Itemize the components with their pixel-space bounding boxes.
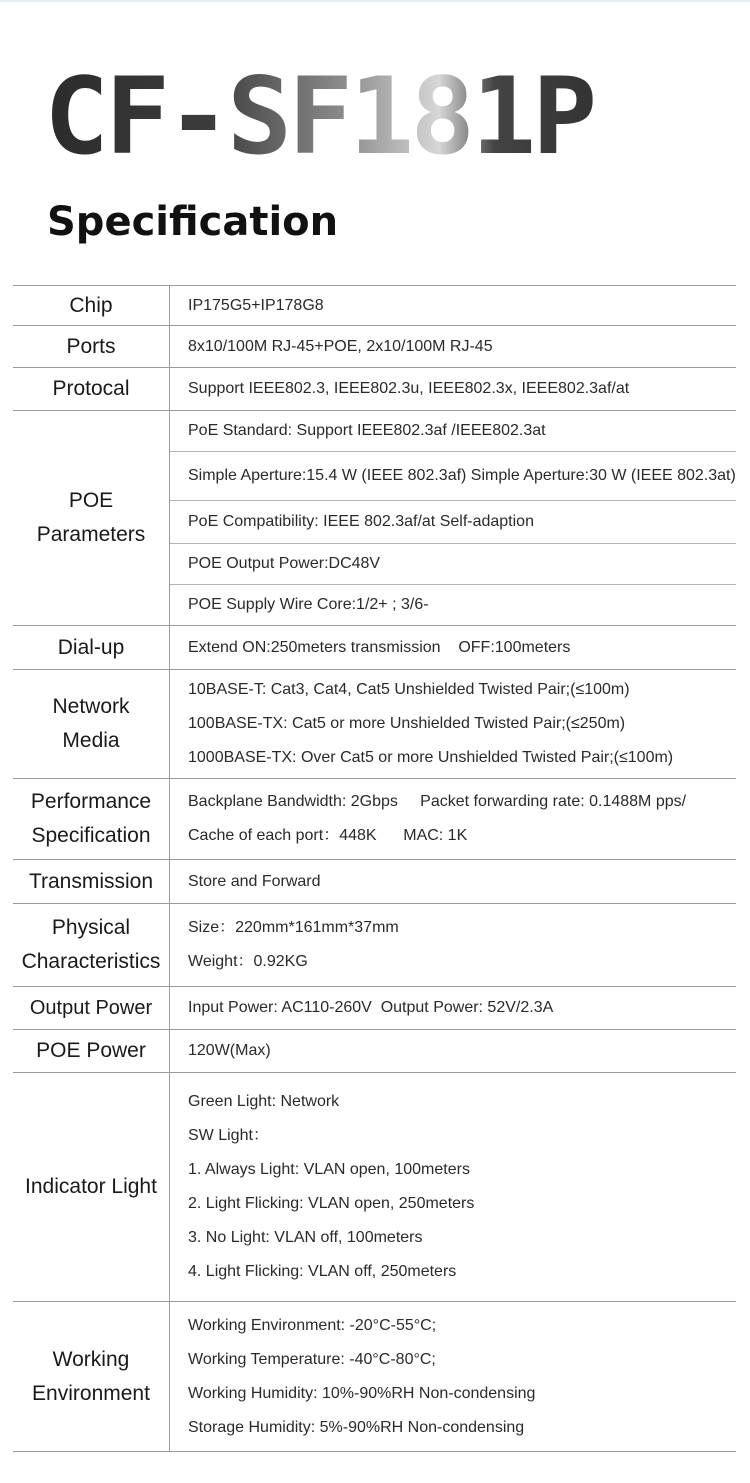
section-title: Specification (47, 199, 339, 245)
spec-label: Transmission (13, 860, 170, 904)
spec-value: PoE Standard: Support IEEE802.3af /IEEE802.3at (188, 422, 546, 439)
spec-value: POE Supply Wire Core:1/2+ ; 3/6- (170, 584, 736, 625)
spec-value: Cache of each port：448K MAC: 1K (188, 827, 468, 844)
spec-row-transmission (13, 860, 736, 904)
spec-values (170, 987, 737, 1030)
spec-row-indicator-light (13, 1073, 736, 1302)
spec-values (170, 411, 737, 626)
spec-value: PoE Compatibility: IEEE 802.3af/at Self-adaption (170, 500, 736, 543)
spec-row-dial-up (13, 626, 736, 670)
spec-value: 1. Always Light: VLAN open, 100meters (188, 1161, 470, 1178)
spec-value: Backplane Bandwidth: 2Gbps Packet forwarding rate: 0.1488M pps/ (188, 793, 687, 810)
spec-values (170, 1030, 737, 1073)
spec-values (170, 904, 737, 987)
spec-value: Size：220mm*161mm*37mm (188, 919, 399, 936)
top-divider (0, 0, 750, 2)
spec-value: 10BASE-T: Cat3, Cat4, Cat5 Unshielded Twisted Pair;(≤100m) (188, 681, 630, 698)
spec-value: Extend ON:250meters transmission OFF:100meters (188, 638, 571, 656)
spec-row-output-power (13, 987, 736, 1030)
spec-label: Indicator Light (13, 1073, 170, 1302)
spec-values (170, 779, 737, 860)
spec-values (170, 368, 737, 411)
spec-label: Physical Characteristics (13, 904, 170, 987)
spec-label: POE Parameters (13, 411, 170, 626)
spec-value: Working Temperature: -40°C-80°C; (188, 1350, 436, 1368)
spec-label: Output Power (13, 987, 170, 1030)
spec-label: Ports (13, 326, 170, 368)
spec-value: Support IEEE802.3, IEEE802.3u, IEEE802.3x, IEEE802.3af/at (188, 380, 630, 397)
spec-value: SW Light： (188, 1127, 269, 1144)
spec-value: Working Environment: -20°C-55°C; (188, 1316, 437, 1334)
spec-value: Storage Humidity: 5%-90%RH Non-condensing (188, 1418, 525, 1436)
spec-row-ports (13, 326, 736, 368)
spec-label: Working Environment (13, 1302, 170, 1452)
spec-row-chip (13, 286, 736, 326)
spec-value: Store and Forward (188, 872, 321, 890)
spec-values (170, 1302, 737, 1452)
spec-label: Performance Specification (13, 779, 170, 860)
spec-row-network-media (13, 670, 736, 779)
spec-value: POE Output Power:DC48V (170, 543, 736, 584)
spec-row-performance (13, 779, 736, 860)
spec-label: Network Media (13, 670, 170, 779)
spec-values (170, 670, 737, 779)
spec-values (170, 860, 737, 904)
spec-values (170, 326, 737, 368)
model-title: CF-SF181P (44, 55, 594, 178)
spec-row-working-environment (13, 1302, 736, 1452)
spec-value: 100BASE-TX: Cat5 or more Unshielded Twisted Pair;(≤250m) (188, 715, 626, 732)
spec-row-poe-parameters (13, 411, 736, 626)
spec-values (170, 286, 737, 326)
spec-values (170, 626, 737, 670)
spec-value: 4. Light Flicking: VLAN off, 250meters (188, 1263, 457, 1280)
spec-table (13, 285, 736, 1452)
spec-value: Green Light: Network (188, 1093, 340, 1110)
spec-value: 1000BASE-TX: Over Cat5 or more Unshielded Twisted Pair;(≤100m) (188, 749, 674, 766)
spec-value: 8x10/100M RJ-45+POE, 2x10/100M RJ-45 (188, 337, 493, 355)
spec-value: 2. Light Flicking: VLAN open, 250meters (188, 1195, 475, 1212)
spec-label: Protocal (13, 368, 170, 411)
spec-row-physical (13, 904, 736, 987)
spec-label: Chip (13, 286, 170, 326)
spec-value: Weight：0.92KG (188, 953, 308, 970)
spec-row-poe-power (13, 1030, 736, 1073)
spec-value: 120W(Max) (188, 1042, 271, 1059)
spec-value: IP175G5+IP178G8 (188, 296, 324, 314)
spec-values (170, 1073, 737, 1302)
spec-value: Working Humidity: 10%-90%RH Non-condensing (188, 1384, 536, 1402)
spec-value: Input Power: AC110-260V Output Power: 52V/2.3A (188, 999, 554, 1016)
spec-label: POE Power (13, 1030, 170, 1073)
spec-value: 3. No Light: VLAN off, 100meters (188, 1229, 423, 1246)
spec-label: Dial-up (13, 626, 170, 670)
spec-value: Simple Aperture:15.4 W (IEEE 802.3af) Simple Aperture:30 W (IEEE 802.3at) (170, 451, 736, 500)
spec-row-protocol (13, 368, 736, 411)
